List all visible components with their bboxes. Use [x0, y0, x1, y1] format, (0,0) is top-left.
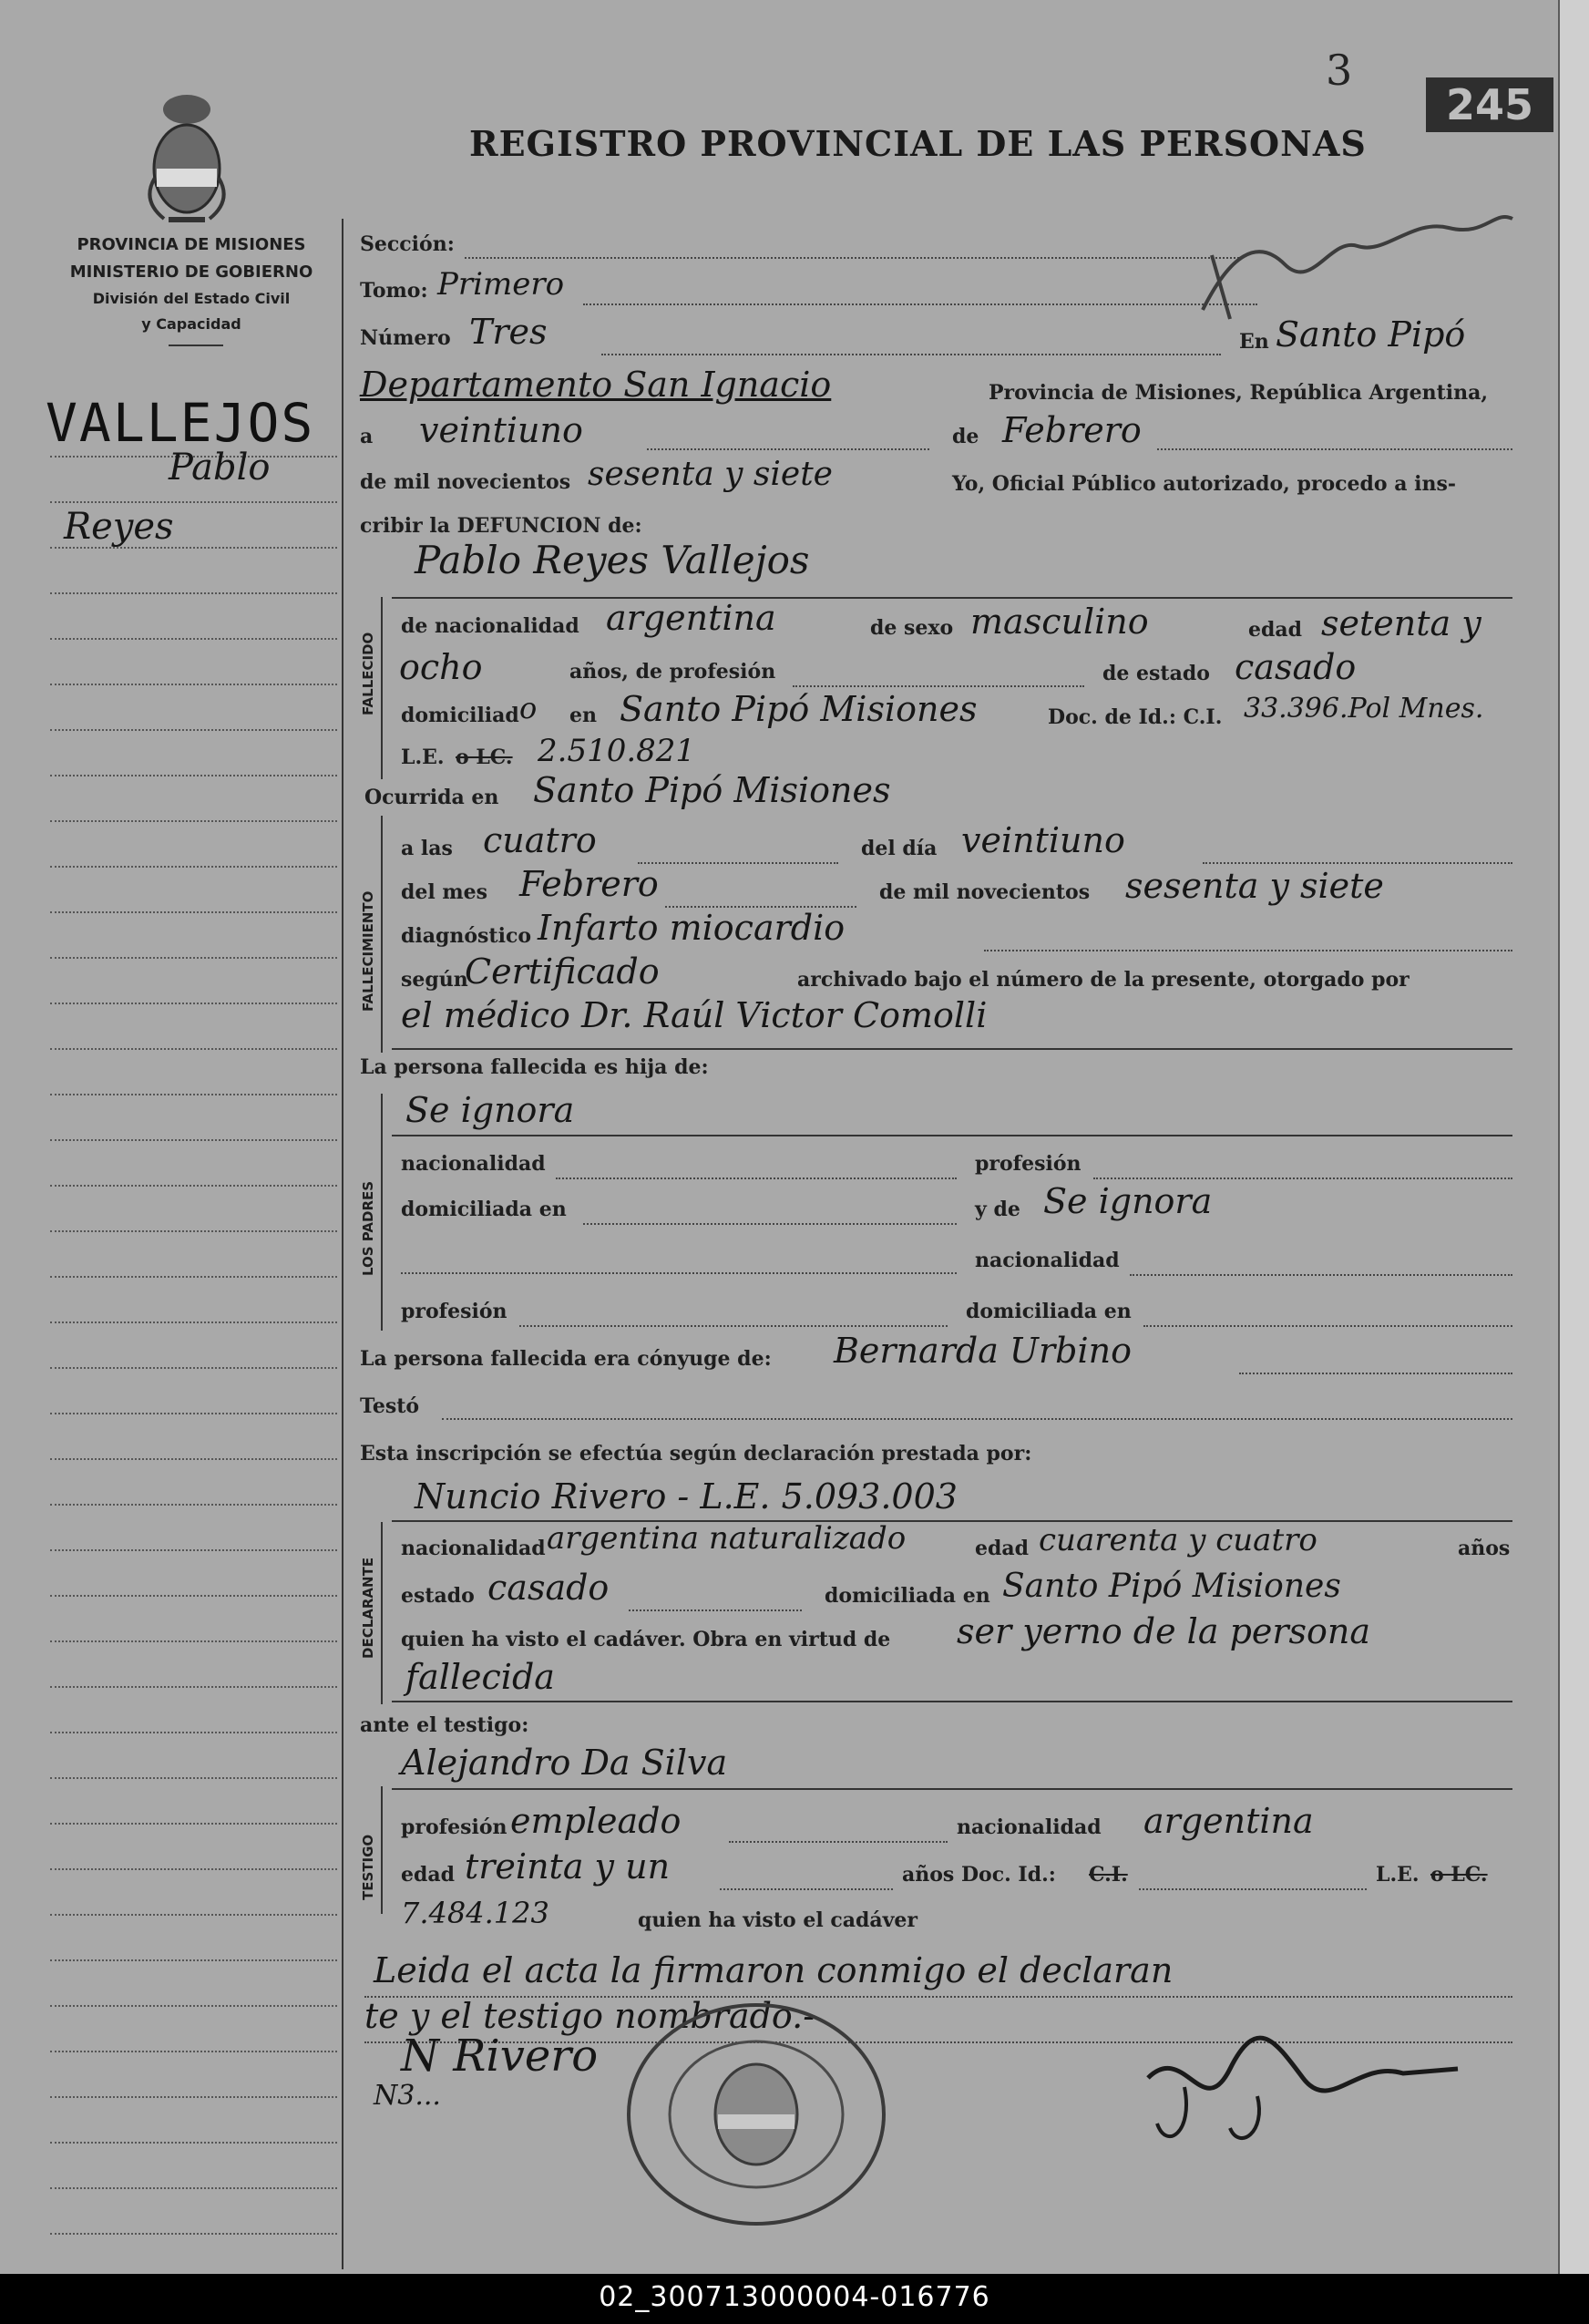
- testigo-le-label: L.E.: [1376, 1863, 1420, 1887]
- padres-profesion-label: profesión: [975, 1152, 1082, 1176]
- testo-label: Testó: [360, 1394, 420, 1418]
- testigo-nombre: Alejandro Da Silva: [401, 1743, 728, 1783]
- fallecimiento-rule: [381, 816, 383, 1053]
- declarante-estado-label: estado: [401, 1584, 475, 1608]
- padres-nacionalidad-line: [556, 1177, 957, 1179]
- inscribir-text: cribir la DEFUNCION de:: [360, 514, 642, 538]
- provincia-text: Provincia de Misiones, República Argentina,: [989, 381, 1489, 405]
- seccion-label: Sección:: [360, 232, 455, 256]
- hija-text: La persona fallecida es hija de:: [360, 1055, 709, 1079]
- yde-label: y de: [975, 1198, 1020, 1221]
- declarante-signature-2: N3...: [374, 2080, 441, 2112]
- diagonal-signature-icon: [1194, 201, 1522, 328]
- a-line: [647, 448, 929, 450]
- medico-line: [392, 1048, 1512, 1050]
- dia-label: del día: [861, 837, 938, 860]
- conyuge-label: La persona fallecida era cónyuge de:: [360, 1347, 772, 1371]
- fallecido-domicilio-label: domiciliad: [401, 704, 519, 727]
- declarante-nacionalidad-value: argentina naturalizado: [547, 1520, 907, 1557]
- testigo-profesion-line: [729, 1841, 948, 1843]
- division-line-1: División del Estado Civil: [92, 290, 291, 307]
- document-id: 02_300713000004-016776: [599, 2281, 990, 2313]
- testigo-nacionalidad-label: nacionalidad: [957, 1815, 1102, 1839]
- de-label: de: [952, 425, 979, 448]
- testigo-ci-line: [1139, 1888, 1367, 1890]
- province-name: PROVINCIA DE MISIONES: [77, 235, 306, 254]
- testigo-profesion-label: profesión: [401, 1815, 507, 1839]
- testigo-visto-text: quien ha visto el cadáver: [638, 1908, 918, 1932]
- margin-given-name-2: Reyes: [64, 506, 174, 548]
- declarante-nombre: Nuncio Rivero - L.E. 5.093.003: [415, 1476, 958, 1517]
- archivado-text: archivado bajo el número de la presente, otorgado por: [797, 968, 1410, 992]
- declarante-visto-text: quien ha visto el cadáver. Obra en virtud de: [401, 1628, 891, 1651]
- declarante-domicilio-value: Santo Pipó Misiones: [1002, 1568, 1341, 1605]
- conyuge-line: [1239, 1373, 1512, 1374]
- fallecido-le-label: L.E.: [401, 746, 445, 769]
- declaracion-text: Esta inscripción se efectúa según declaración prestada por:: [360, 1442, 1032, 1465]
- demil-label: de mil novecientos: [360, 470, 571, 494]
- medico-value: el médico Dr. Raúl Victor Comolli: [401, 995, 988, 1035]
- declarante-anios-label: años: [1458, 1537, 1511, 1560]
- fallecido-sexo-value: masculino: [970, 602, 1149, 642]
- declarante-edad-label: edad: [975, 1537, 1030, 1560]
- declarante-rule: [381, 1522, 383, 1704]
- declarante-estado-line: [629, 1609, 802, 1611]
- testigo-section-label: TESTIGO: [360, 1834, 376, 1900]
- declarante-section-label: DECLARANTE: [360, 1557, 376, 1659]
- fallecido-le-value: 2.510.821: [538, 733, 696, 769]
- fallecido-domicilio-en: en: [569, 704, 597, 727]
- padres-rule: [381, 1094, 383, 1331]
- fallecido-nacionalidad-label: de nacionalidad: [401, 614, 579, 638]
- alas-value: cuatro: [483, 820, 597, 860]
- fallecido-rule: [381, 597, 383, 779]
- official-seal-icon: [620, 1996, 893, 2233]
- declarante-virtud-value: ser yerno de la persona: [957, 1611, 1371, 1651]
- division-line-2: y Capacidad: [141, 315, 241, 333]
- fallecido-doc-value: 33.396.Pol Mnes.: [1244, 693, 1484, 725]
- closing-line-2: te y el testigo nombrado.-: [364, 1996, 815, 2036]
- segun-value: Certificado: [465, 951, 660, 992]
- conyuge-value: Bernarda Urbino: [834, 1331, 1132, 1371]
- testigo-edad-line: [720, 1888, 893, 1890]
- fallecimiento-mes-value: Febrero: [519, 864, 659, 904]
- padres-nacionalidad2-label: nacionalidad: [975, 1249, 1120, 1272]
- alas-label: a las: [401, 837, 453, 860]
- margin-surname: VALLEJOS: [46, 392, 315, 454]
- padres-extra-line: [401, 1272, 957, 1274]
- alas-line: [638, 862, 838, 864]
- en-value: Santo Pipó: [1276, 314, 1466, 355]
- ante-testigo-label: ante el testigo:: [360, 1713, 529, 1737]
- division-underline: [169, 344, 223, 346]
- declarante-nacionalidad-label: nacionalidad: [401, 1537, 546, 1560]
- declarante-end-line: [392, 1701, 1512, 1702]
- mes-label: del mes: [401, 880, 488, 904]
- fallecido-section-label: FALLECIDO: [360, 632, 376, 715]
- fallecido-nacionalidad-value: argentina: [606, 598, 776, 638]
- fallecido-profesion-line: [793, 685, 1084, 687]
- testigo-le-struck: o LC.: [1430, 1863, 1488, 1887]
- padre-line: [392, 1135, 1512, 1136]
- en-label: En: [1239, 330, 1269, 354]
- padres-profesion-line: [1093, 1177, 1512, 1179]
- departamento-value: Departamento San Ignacio: [360, 365, 832, 405]
- padres-nacionalidad2-line: [1130, 1274, 1512, 1276]
- diagnostico-line: [984, 950, 1512, 951]
- testigo-nacionalidad-value: argentina: [1143, 1801, 1314, 1841]
- declarante-edad-value: cuarenta y cuatro: [1039, 1522, 1317, 1558]
- tomo-label: Tomo:: [360, 279, 428, 303]
- declarante-estado-value: casado: [487, 1568, 610, 1608]
- ministry-name: MINISTERIO DE GOBIERNO: [69, 262, 313, 282]
- fallecido-sexo-label: de sexo: [870, 616, 954, 640]
- declarante-signature: N Rivero: [401, 2031, 599, 2082]
- padres-profesion2-line: [519, 1325, 948, 1327]
- margin-given-name-1: Pablo: [169, 447, 271, 488]
- madre-value: Se ignora: [1043, 1181, 1213, 1221]
- padres-nacionalidad-label: nacionalidad: [401, 1152, 546, 1176]
- fallecido-edad-label: edad: [1248, 618, 1303, 642]
- diagnostico-label: diagnóstico: [401, 924, 532, 948]
- ocurrida-label: Ocurrida en: [364, 786, 499, 809]
- tomo-value: Primero: [437, 266, 565, 303]
- testigo-nombre-line: [392, 1788, 1512, 1790]
- padres-domiciliada-line: [583, 1223, 957, 1225]
- mes-value: Febrero: [1002, 410, 1142, 450]
- testigo-le-value: 7.484.123: [401, 1896, 549, 1930]
- fallecimiento-demil-label: de mil novecientos: [879, 880, 1091, 904]
- seccion-line: [465, 257, 1239, 259]
- fallecido-nombre: Pablo Reyes Vallejos: [415, 538, 810, 582]
- padres-section-label: LOS PADRES: [360, 1180, 376, 1276]
- fallecimiento-section-label: FALLECIMIENTO: [360, 890, 376, 1012]
- testigo-profesion-value: empleado: [510, 1801, 682, 1841]
- padres-domiciliada-label: domiciliada en: [401, 1198, 567, 1221]
- numero-value: Tres: [469, 312, 548, 352]
- stamp-number: 245: [1426, 77, 1553, 132]
- dia-value: veintiuno: [961, 820, 1125, 860]
- fallecido-domicilio-o: o: [519, 691, 538, 725]
- anio-value: sesenta y siete: [588, 456, 833, 493]
- testigo-ci-struck: C.I.: [1089, 1863, 1128, 1887]
- fallecido-nombre-line: [392, 597, 1512, 599]
- tomo-line: [583, 303, 1257, 305]
- mes-line: [1157, 448, 1512, 450]
- page-number: 3: [1326, 46, 1353, 95]
- testo-line: [442, 1418, 1512, 1420]
- padres-domiciliada2-line: [1143, 1325, 1512, 1327]
- a-value: veintiuno: [419, 410, 583, 450]
- padres-profesion2-label: profesión: [401, 1300, 507, 1323]
- testigo-edad-label: edad: [401, 1863, 456, 1887]
- testigo-edad-value: treinta y un: [465, 1846, 671, 1887]
- numero-label: Número: [360, 326, 451, 350]
- ocurrida-value: Santo Pipó Misiones: [533, 770, 891, 810]
- official-signature-icon: [1130, 2023, 1476, 2160]
- padre-value: Se ignora: [405, 1090, 575, 1130]
- fallecido-anios-label: años, de profesión: [569, 660, 776, 684]
- fallecido-estado-value: casado: [1235, 647, 1357, 687]
- page-title: REGISTRO PROVINCIAL DE LAS PERSONAS: [469, 123, 1367, 164]
- fallecido-edad-value: setenta y: [1321, 603, 1481, 643]
- a-label: a: [360, 425, 374, 448]
- fallecido-edad-value-2: ocho: [399, 647, 483, 687]
- oficial-text: Yo, Oficial Público autorizado, procedo a ins-: [952, 472, 1457, 496]
- numero-line: [601, 354, 1221, 355]
- declarante-virtud-value-2: fallecida: [405, 1657, 555, 1697]
- fallecido-doc-label: Doc. de Id.: C.I.: [1048, 705, 1223, 729]
- segun-label: según: [401, 968, 468, 992]
- declarante-domiciliada-label: domiciliada en: [825, 1584, 990, 1608]
- page-edge: [1560, 0, 1589, 2274]
- padres-domiciliada2-label: domiciliada en: [966, 1300, 1132, 1323]
- diagnostico-value: Infarto miocardio: [538, 908, 846, 948]
- margin-rule: [342, 219, 343, 2269]
- testigo-rule: [381, 1786, 383, 1914]
- fallecido-domicilio-value: Santo Pipó Misiones: [620, 689, 978, 729]
- testigo-anios-label: años Doc. Id.:: [902, 1863, 1056, 1887]
- coat-of-arms-icon: [137, 91, 237, 228]
- dia-line: [1203, 862, 1512, 864]
- closing-line-1: Leida el acta la firmaron conmigo el declaran: [374, 1950, 1174, 1990]
- fallecido-le-struck: o LC.: [456, 746, 513, 769]
- fallecido-estado-label: de estado: [1102, 662, 1210, 685]
- fallecimiento-anio-value: sesenta y siete: [1125, 866, 1384, 906]
